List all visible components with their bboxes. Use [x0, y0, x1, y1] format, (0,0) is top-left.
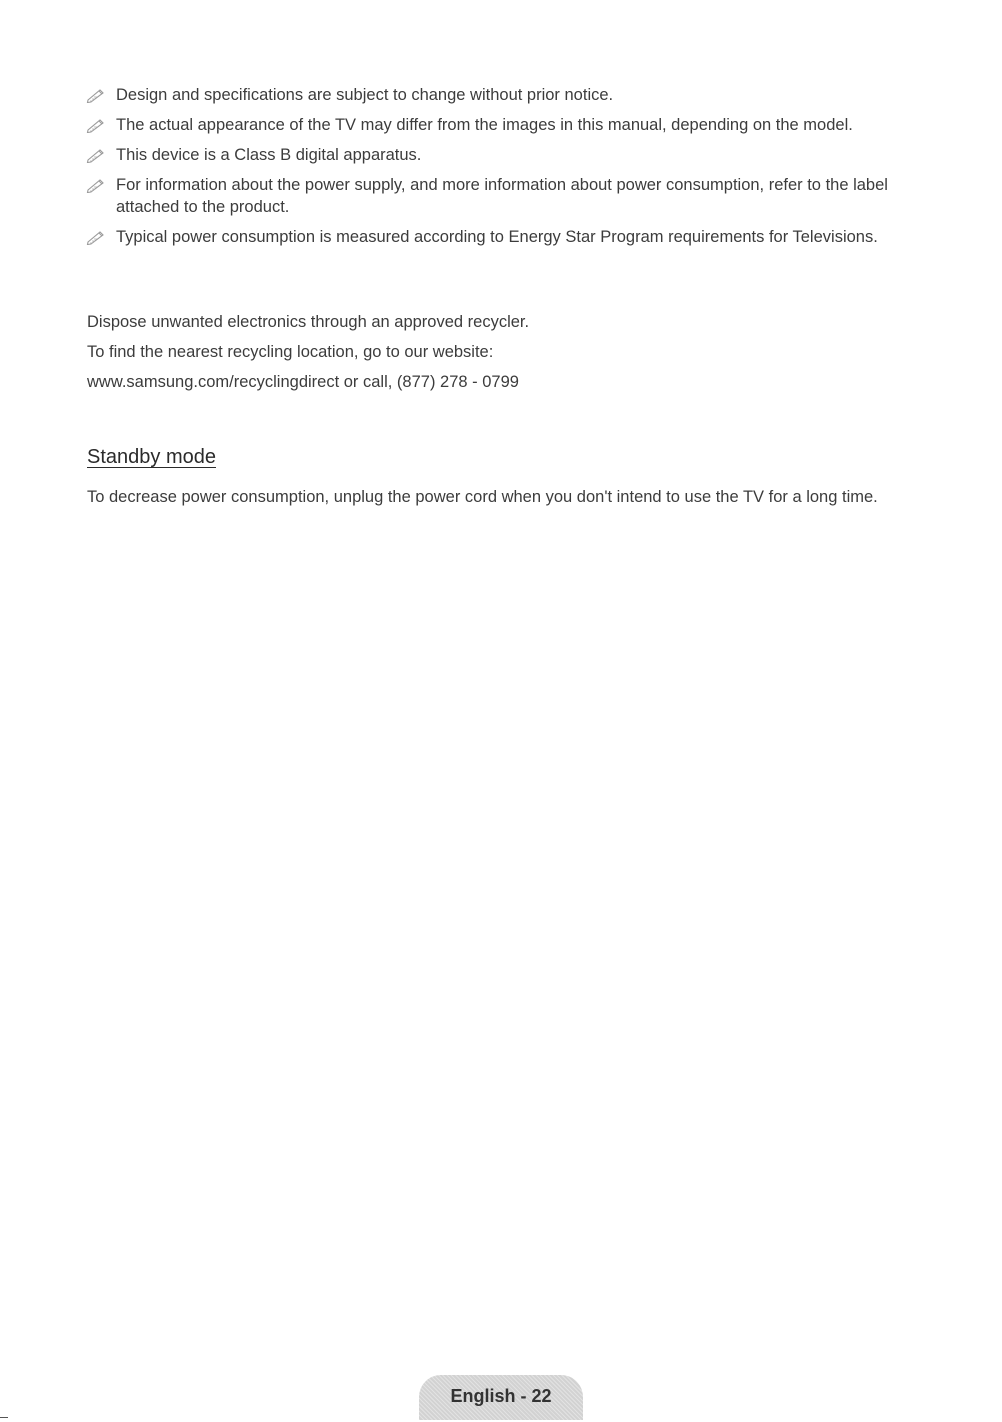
recycling-line: To find the nearest recycling location, go to our website:: [87, 343, 494, 361]
pencil-note-icon: [86, 147, 108, 163]
note-text: Design and specifications are subject to change without prior notice.: [116, 86, 614, 104]
recycling-line: Dispose unwanted electronics through an approved recycler.: [87, 313, 530, 331]
note-text: This device is a Class B digital apparatus.: [116, 146, 422, 164]
note-item: [86, 114, 926, 136]
pencil-note-icon: [86, 117, 108, 133]
recycling-website-line: www.samsung.com/recyclingdirect or call, (877) 278 - 0799: [87, 373, 519, 391]
page-number-tab: [419, 1375, 583, 1420]
page-number-label: English - 22: [450, 1386, 552, 1406]
notes-list: [86, 84, 926, 256]
note-text: For information about the power supply, and more information about power consumption, refer to the label attached to the product.: [116, 176, 888, 216]
note-item: [86, 174, 926, 218]
note-text: The actual appearance of the TV may differ from the images in this manual, depending on the model.: [116, 116, 853, 134]
standby-mode-heading: Standby mode: [87, 446, 216, 468]
recycling-info: [87, 311, 927, 401]
crop-mark: [0, 1417, 8, 1418]
note-item: [86, 144, 926, 166]
pencil-note-icon: [86, 229, 108, 245]
note-text: Typical power consumption is measured according to Energy Star Program requirements for Televisions.: [116, 228, 878, 246]
pencil-note-icon: [86, 87, 108, 103]
note-item: [86, 226, 926, 248]
pencil-note-icon: [86, 177, 108, 193]
standby-mode-text: To decrease power consumption, unplug the power cord when you don't intend to use the TV for a long time.: [87, 488, 878, 506]
note-item: [86, 84, 926, 106]
